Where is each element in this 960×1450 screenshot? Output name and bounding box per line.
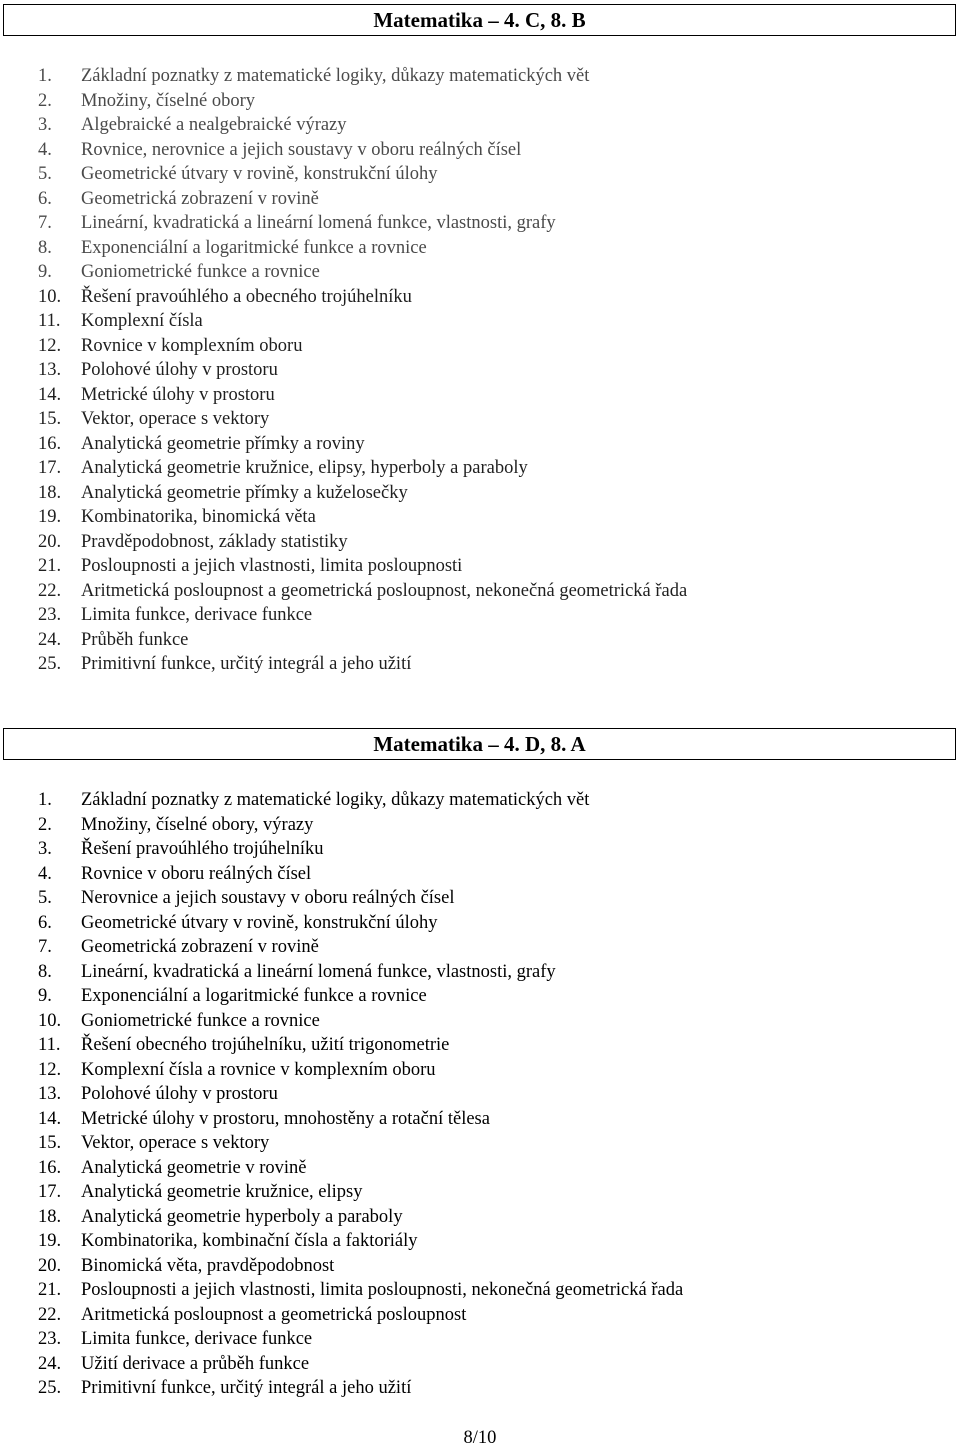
item-text: Množiny, číselné obory [81, 90, 255, 111]
item-number: 9. [38, 986, 52, 1006]
item-number: 25. [38, 1378, 62, 1398]
item-text: Geometrická zobrazení v rovině [81, 188, 319, 209]
item-number: 11. [38, 311, 61, 331]
list-item [0, 113, 960, 138]
item-text: Binomická věta, pravděpodobnost [81, 1255, 335, 1276]
list-item [0, 432, 960, 457]
section-math-4d-8a [0, 728, 960, 1398]
list-item [0, 1009, 960, 1034]
item-text: Analytická geometrie kružnice, elipsy, hyperboly a paraboly [81, 458, 528, 478]
item-text: Základní poznatky z matematické logiky, důkazy matematických vět [81, 790, 590, 810]
item-number: 19. [38, 507, 62, 527]
item-text: Řešení pravoúhlého trojúhelníku [81, 839, 324, 859]
list-item [0, 211, 960, 236]
page-number: 8/10 [463, 1428, 497, 1448]
item-number: 15. [38, 1133, 62, 1153]
item-number: 15. [38, 409, 62, 429]
item-text: Polohové úlohy v prostoru [81, 1084, 278, 1104]
list-item [0, 236, 960, 261]
item-number: 24. [38, 629, 62, 650]
item-number: 19. [38, 1231, 62, 1251]
list-item [0, 1156, 960, 1181]
item-text: Geometrická zobrazení v rovině [81, 937, 319, 957]
item-number: 6. [38, 912, 52, 933]
item-number: 4. [38, 863, 52, 884]
item-number: 3. [38, 115, 52, 135]
list-item [0, 984, 960, 1009]
list-item [0, 1058, 960, 1083]
item-number: 23. [38, 605, 62, 625]
item-number: 17. [38, 458, 62, 478]
item-text: Analytická geometrie kružnice, elipsy [81, 1182, 363, 1202]
item-number: 8. [38, 237, 52, 258]
list-item [0, 456, 960, 481]
list-item [0, 64, 960, 89]
list-item [0, 1376, 960, 1401]
item-text: Nerovnice a jejich soustavy v oboru reálných čísel [81, 888, 455, 908]
item-text: Řešení obecného trojúhelníku, užití trigonometrie [81, 1035, 450, 1055]
item-number: 14. [38, 1108, 62, 1129]
item-number: 25. [38, 654, 62, 674]
section-title: Matematika – 4. C, 8. B [3, 4, 956, 36]
item-number: 5. [38, 164, 52, 184]
list-item [0, 89, 960, 114]
list-item [0, 309, 960, 334]
list-item [0, 1131, 960, 1156]
item-text: Lineární, kvadratická a lineární lomená funkce, vlastnosti, grafy [81, 213, 556, 233]
item-text: Komplexní čísla [81, 311, 203, 331]
list-item [0, 960, 960, 985]
item-text: Kombinatorika, binomická věta [81, 507, 316, 527]
item-text: Užití derivace a průběh funkce [81, 1353, 310, 1374]
list-item [0, 1303, 960, 1328]
item-number: 8. [38, 961, 52, 982]
item-text: Řešení pravoúhlého a obecného trojúhelníku [81, 286, 412, 307]
list-item [0, 1033, 960, 1058]
item-text: Metrické úlohy v prostoru, mnohostěny a rotační tělesa [81, 1108, 490, 1129]
item-number: 12. [38, 335, 62, 356]
list-item [0, 1205, 960, 1230]
list-item [0, 1352, 960, 1377]
item-text: Aritmetická posloupnost a geometrická posloupnost [81, 1304, 467, 1325]
item-number: 13. [38, 1084, 62, 1104]
item-text: Limita funkce, derivace funkce [81, 1329, 313, 1349]
list-item [0, 1278, 960, 1303]
item-text: Posloupnosti a jejich vlastnosti, limita posloupnosti [81, 556, 463, 576]
item-number: 20. [38, 1255, 62, 1276]
list-item [0, 334, 960, 359]
item-number: 2. [38, 90, 52, 111]
list-item [0, 1229, 960, 1254]
item-number: 21. [38, 1280, 62, 1300]
item-number: 16. [38, 1157, 62, 1178]
item-number: 18. [38, 482, 62, 503]
item-text: Geometrické útvary v rovině, konstrukční úlohy [81, 912, 438, 933]
item-number: 14. [38, 384, 62, 405]
list-item [0, 579, 960, 604]
item-text: Rovnice v komplexním oboru [81, 335, 303, 356]
item-number: 7. [38, 213, 52, 233]
item-text: Exponenciální a logaritmické funkce a rovnice [81, 237, 427, 258]
item-text: Goniometrické funkce a rovnice [81, 262, 320, 282]
item-number: 7. [38, 937, 52, 957]
section-math-4c-8b [0, 4, 960, 674]
item-text: Algebraické a nealgebraické výrazy [81, 115, 347, 135]
list-item [0, 813, 960, 838]
list-item [0, 554, 960, 579]
item-number: 22. [38, 1304, 62, 1325]
item-text: Vektor, operace s vektory [81, 409, 270, 429]
item-number: 5. [38, 888, 52, 908]
list-item [0, 886, 960, 911]
item-number: 9. [38, 262, 52, 282]
list-item [0, 358, 960, 383]
list-item [0, 1254, 960, 1279]
list-item [0, 260, 960, 285]
item-text: Vektor, operace s vektory [81, 1133, 270, 1153]
list-item [0, 911, 960, 936]
list-item [0, 788, 960, 813]
item-text: Analytická geometrie přímky a roviny [81, 433, 365, 454]
item-text: Průběh funkce [81, 629, 189, 650]
item-text: Analytická geometrie přímky a kuželosečky [81, 482, 408, 503]
item-number: 20. [38, 531, 62, 552]
list-item [0, 837, 960, 862]
list-item [0, 285, 960, 310]
item-number: 16. [38, 433, 62, 454]
item-text: Lineární, kvadratická a lineární lomená funkce, vlastnosti, grafy [81, 961, 556, 982]
list-item [0, 652, 960, 677]
list-item [0, 138, 960, 163]
item-number: 17. [38, 1182, 62, 1202]
list-item [0, 383, 960, 408]
item-text: Exponenciální a logaritmické funkce a rovnice [81, 986, 427, 1006]
item-text: Rovnice v oboru reálných čísel [81, 863, 312, 884]
item-text: Goniometrické funkce a rovnice [81, 1010, 320, 1031]
item-text: Posloupnosti a jejich vlastnosti, limita posloupnosti, nekonečná geometrická řada [81, 1280, 684, 1300]
item-text: Aritmetická posloupnost a geometrická posloupnost, nekonečná geometrická řada [81, 580, 688, 601]
topic-list [0, 788, 960, 1401]
list-item [0, 407, 960, 432]
item-text: Rovnice, nerovnice a jejich soustavy v oboru reálných čísel [81, 139, 522, 160]
topic-list [0, 64, 960, 677]
item-number: 21. [38, 556, 62, 576]
item-text: Primitivní funkce, určitý integrál a jeho užití [81, 1378, 412, 1398]
list-item [0, 1180, 960, 1205]
list-item [0, 862, 960, 887]
item-number: 3. [38, 839, 52, 859]
item-number: 22. [38, 580, 62, 601]
item-number: 6. [38, 188, 52, 209]
item-number: 4. [38, 139, 52, 160]
list-item [0, 505, 960, 530]
item-text: Limita funkce, derivace funkce [81, 605, 313, 625]
item-number: 1. [38, 66, 52, 86]
list-item [0, 187, 960, 212]
item-number: 10. [38, 286, 62, 307]
item-text: Primitivní funkce, určitý integrál a jeho užití [81, 654, 412, 674]
list-item [0, 530, 960, 555]
item-text: Komplexní čísla a rovnice v komplexním oboru [81, 1059, 436, 1080]
list-item [0, 1327, 960, 1352]
list-item [0, 481, 960, 506]
item-text: Kombinatorika, kombinační čísla a faktoriály [81, 1231, 418, 1251]
section-title: Matematika – 4. D, 8. A [3, 728, 956, 760]
item-number: 13. [38, 360, 62, 380]
item-text: Pravděpodobnost, základy statistiky [81, 531, 348, 552]
list-item [0, 1107, 960, 1132]
item-text: Analytická geometrie hyperboly a paraboly [81, 1206, 403, 1227]
list-item [0, 628, 960, 653]
item-number: 1. [38, 790, 52, 810]
item-text: Základní poznatky z matematické logiky, důkazy matematických vět [81, 66, 590, 86]
item-number: 18. [38, 1206, 62, 1227]
item-text: Analytická geometrie v rovině [81, 1157, 307, 1178]
list-item [0, 935, 960, 960]
list-item [0, 162, 960, 187]
item-text: Množiny, číselné obory, výrazy [81, 814, 314, 835]
list-item [0, 603, 960, 628]
list-item [0, 1082, 960, 1107]
item-number: 11. [38, 1035, 61, 1055]
item-number: 10. [38, 1010, 62, 1031]
item-number: 2. [38, 814, 52, 835]
item-number: 12. [38, 1059, 62, 1080]
item-number: 23. [38, 1329, 62, 1349]
item-number: 24. [38, 1353, 62, 1374]
item-text: Metrické úlohy v prostoru [81, 384, 275, 405]
item-text: Geometrické útvary v rovině, konstrukční úlohy [81, 164, 438, 184]
item-text: Polohové úlohy v prostoru [81, 360, 278, 380]
